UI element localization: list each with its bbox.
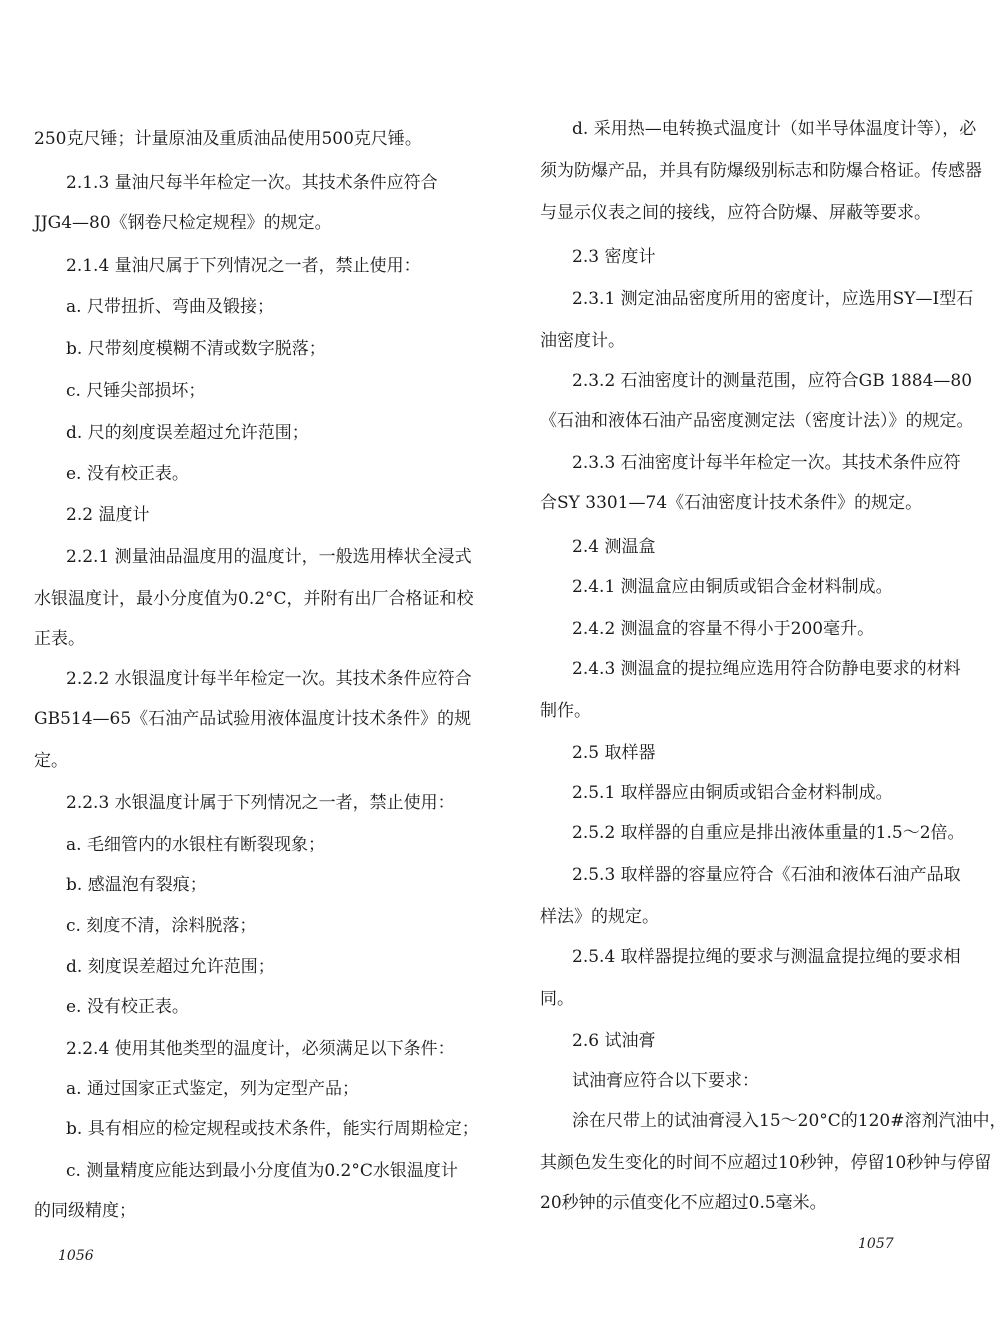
section-heading-2-3: 2.3 密度计	[572, 247, 656, 267]
list-item: e. 没有校正表。	[66, 464, 189, 484]
right-page-number: 1057	[858, 1236, 894, 1252]
list-item: b. 感温泡有裂痕；	[66, 875, 207, 895]
section-2-4-3: 2.4.3 测温盒的提拉绳应选用符合防静电要求的材料	[572, 659, 961, 679]
text-line: JJG4—80《钢卷尺检定规程》的规定。	[34, 213, 332, 233]
text-line: GB514—65《石油产品试验用液体温度计技术条件》的规	[34, 709, 472, 729]
text-line: 《石油和液体石油产品密度测定法（密度计法）》的规定。	[540, 411, 974, 431]
text-line: 油密度计。	[540, 331, 625, 351]
text-line: 与显示仪表之间的接线，应符合防爆、屏蔽等要求。	[540, 203, 931, 223]
list-item: c. 测量精度应能达到最小分度值为0.2°C水银温度计	[66, 1161, 458, 1181]
text-line: 须为防爆产品，并具有防爆级别标志和防爆合格证。传感器	[540, 161, 982, 181]
text-line: 正表。	[34, 629, 85, 649]
list-item: b. 尺带刻度模糊不清或数字脱落；	[66, 339, 326, 359]
list-item: b. 具有相应的检定规程或技术条件，能实行周期检定；	[66, 1119, 479, 1139]
section-heading-2-4: 2.4 测温盒	[572, 537, 656, 557]
section-2-3-2: 2.3.2 石油密度计的测量范围，应符合GB 1884—80	[572, 371, 973, 391]
text-line: 样法》的规定。	[540, 907, 659, 927]
section-2-2-2: 2.2.2 水银温度计每半年检定一次。其技术条件应符合	[66, 669, 472, 689]
section-heading-2-2: 2.2 温度计	[66, 505, 150, 525]
list-item: a. 毛细管内的水银柱有断裂现象；	[66, 835, 325, 855]
section-2-1-3: 2.1.3 量油尺每半年检定一次。其技术条件应符合	[66, 173, 438, 193]
text-line: 水银温度计，最小分度值为0.2°C，并附有出厂合格证和校	[34, 589, 474, 609]
section-2-2-1: 2.2.1 测量油品温度用的温度计，一般选用棒状全浸式	[66, 547, 472, 567]
text-line: 20秒钟的示值变化不应超过0.5毫米。	[540, 1193, 827, 1213]
text-line: 250克尺锤；计量原油及重质油品使用500克尺锤。	[34, 129, 422, 149]
section-2-5-2: 2.5.2 取样器的自重应是排出液体重量的1.5～2倍。	[572, 823, 965, 843]
section-heading-2-6: 2.6 试油膏	[572, 1031, 656, 1051]
text-line: 定。	[34, 751, 68, 771]
left-page-number: 1056	[58, 1248, 94, 1264]
list-item: c. 尺锤尖部损坏；	[66, 381, 206, 401]
list-item: a. 尺带扭折、弯曲及锻接；	[66, 297, 274, 317]
section-2-4-1: 2.4.1 测温盒应由铜质或铝合金材料制成。	[572, 577, 893, 597]
list-item: d. 刻度误差超过允许范围；	[66, 957, 275, 977]
section-2-2-3: 2.2.3 水银温度计属于下列情况之一者，禁止使用：	[66, 793, 455, 813]
text-line: 的同级精度；	[34, 1201, 136, 1221]
section-2-5-4: 2.5.4 取样器提拉绳的要求与测温盒提拉绳的要求相	[572, 947, 961, 967]
list-item: d. 采用热—电转换式温度计（如半导体温度计等），必	[572, 119, 977, 139]
text-line: 同。	[540, 989, 574, 1009]
section-2-3-3: 2.3.3 石油密度计每半年检定一次。其技术条件应符	[572, 453, 961, 473]
list-item: c. 刻度不清，涂料脱落；	[66, 916, 257, 936]
text-line: 合SY 3301—74《石油密度计技术条件》的规定。	[540, 493, 923, 513]
section-2-5-1: 2.5.1 取样器应由铜质或铝合金材料制成。	[572, 783, 893, 803]
list-item: a. 通过国家正式鉴定，列为定型产品；	[66, 1079, 359, 1099]
text-line: 涂在尺带上的试油膏浸入15～20°C的120#溶剂汽油中，	[572, 1111, 1006, 1131]
section-2-3-1: 2.3.1 测定油品密度所用的密度计，应选用SY—I型石	[572, 289, 974, 309]
list-item: e. 没有校正表。	[66, 997, 189, 1017]
section-2-4-2: 2.4.2 测温盒的容量不得小于200毫升。	[572, 619, 875, 639]
section-2-2-4: 2.2.4 使用其他类型的温度计，必须满足以下条件：	[66, 1039, 455, 1059]
list-item: d. 尺的刻度误差超过允许范围；	[66, 423, 309, 443]
text-line: 试油膏应符合以下要求：	[572, 1071, 759, 1091]
section-heading-2-5: 2.5 取样器	[572, 743, 656, 763]
section-2-1-4: 2.1.4 量油尺属于下列情况之一者，禁止使用：	[66, 256, 421, 276]
text-line: 其颜色发生变化的时间不应超过10秒钟，停留10秒钟与停留	[540, 1153, 992, 1173]
section-2-5-3: 2.5.3 取样器的容量应符合《石油和液体石油产品取	[572, 865, 961, 885]
text-line: 制作。	[540, 701, 591, 721]
